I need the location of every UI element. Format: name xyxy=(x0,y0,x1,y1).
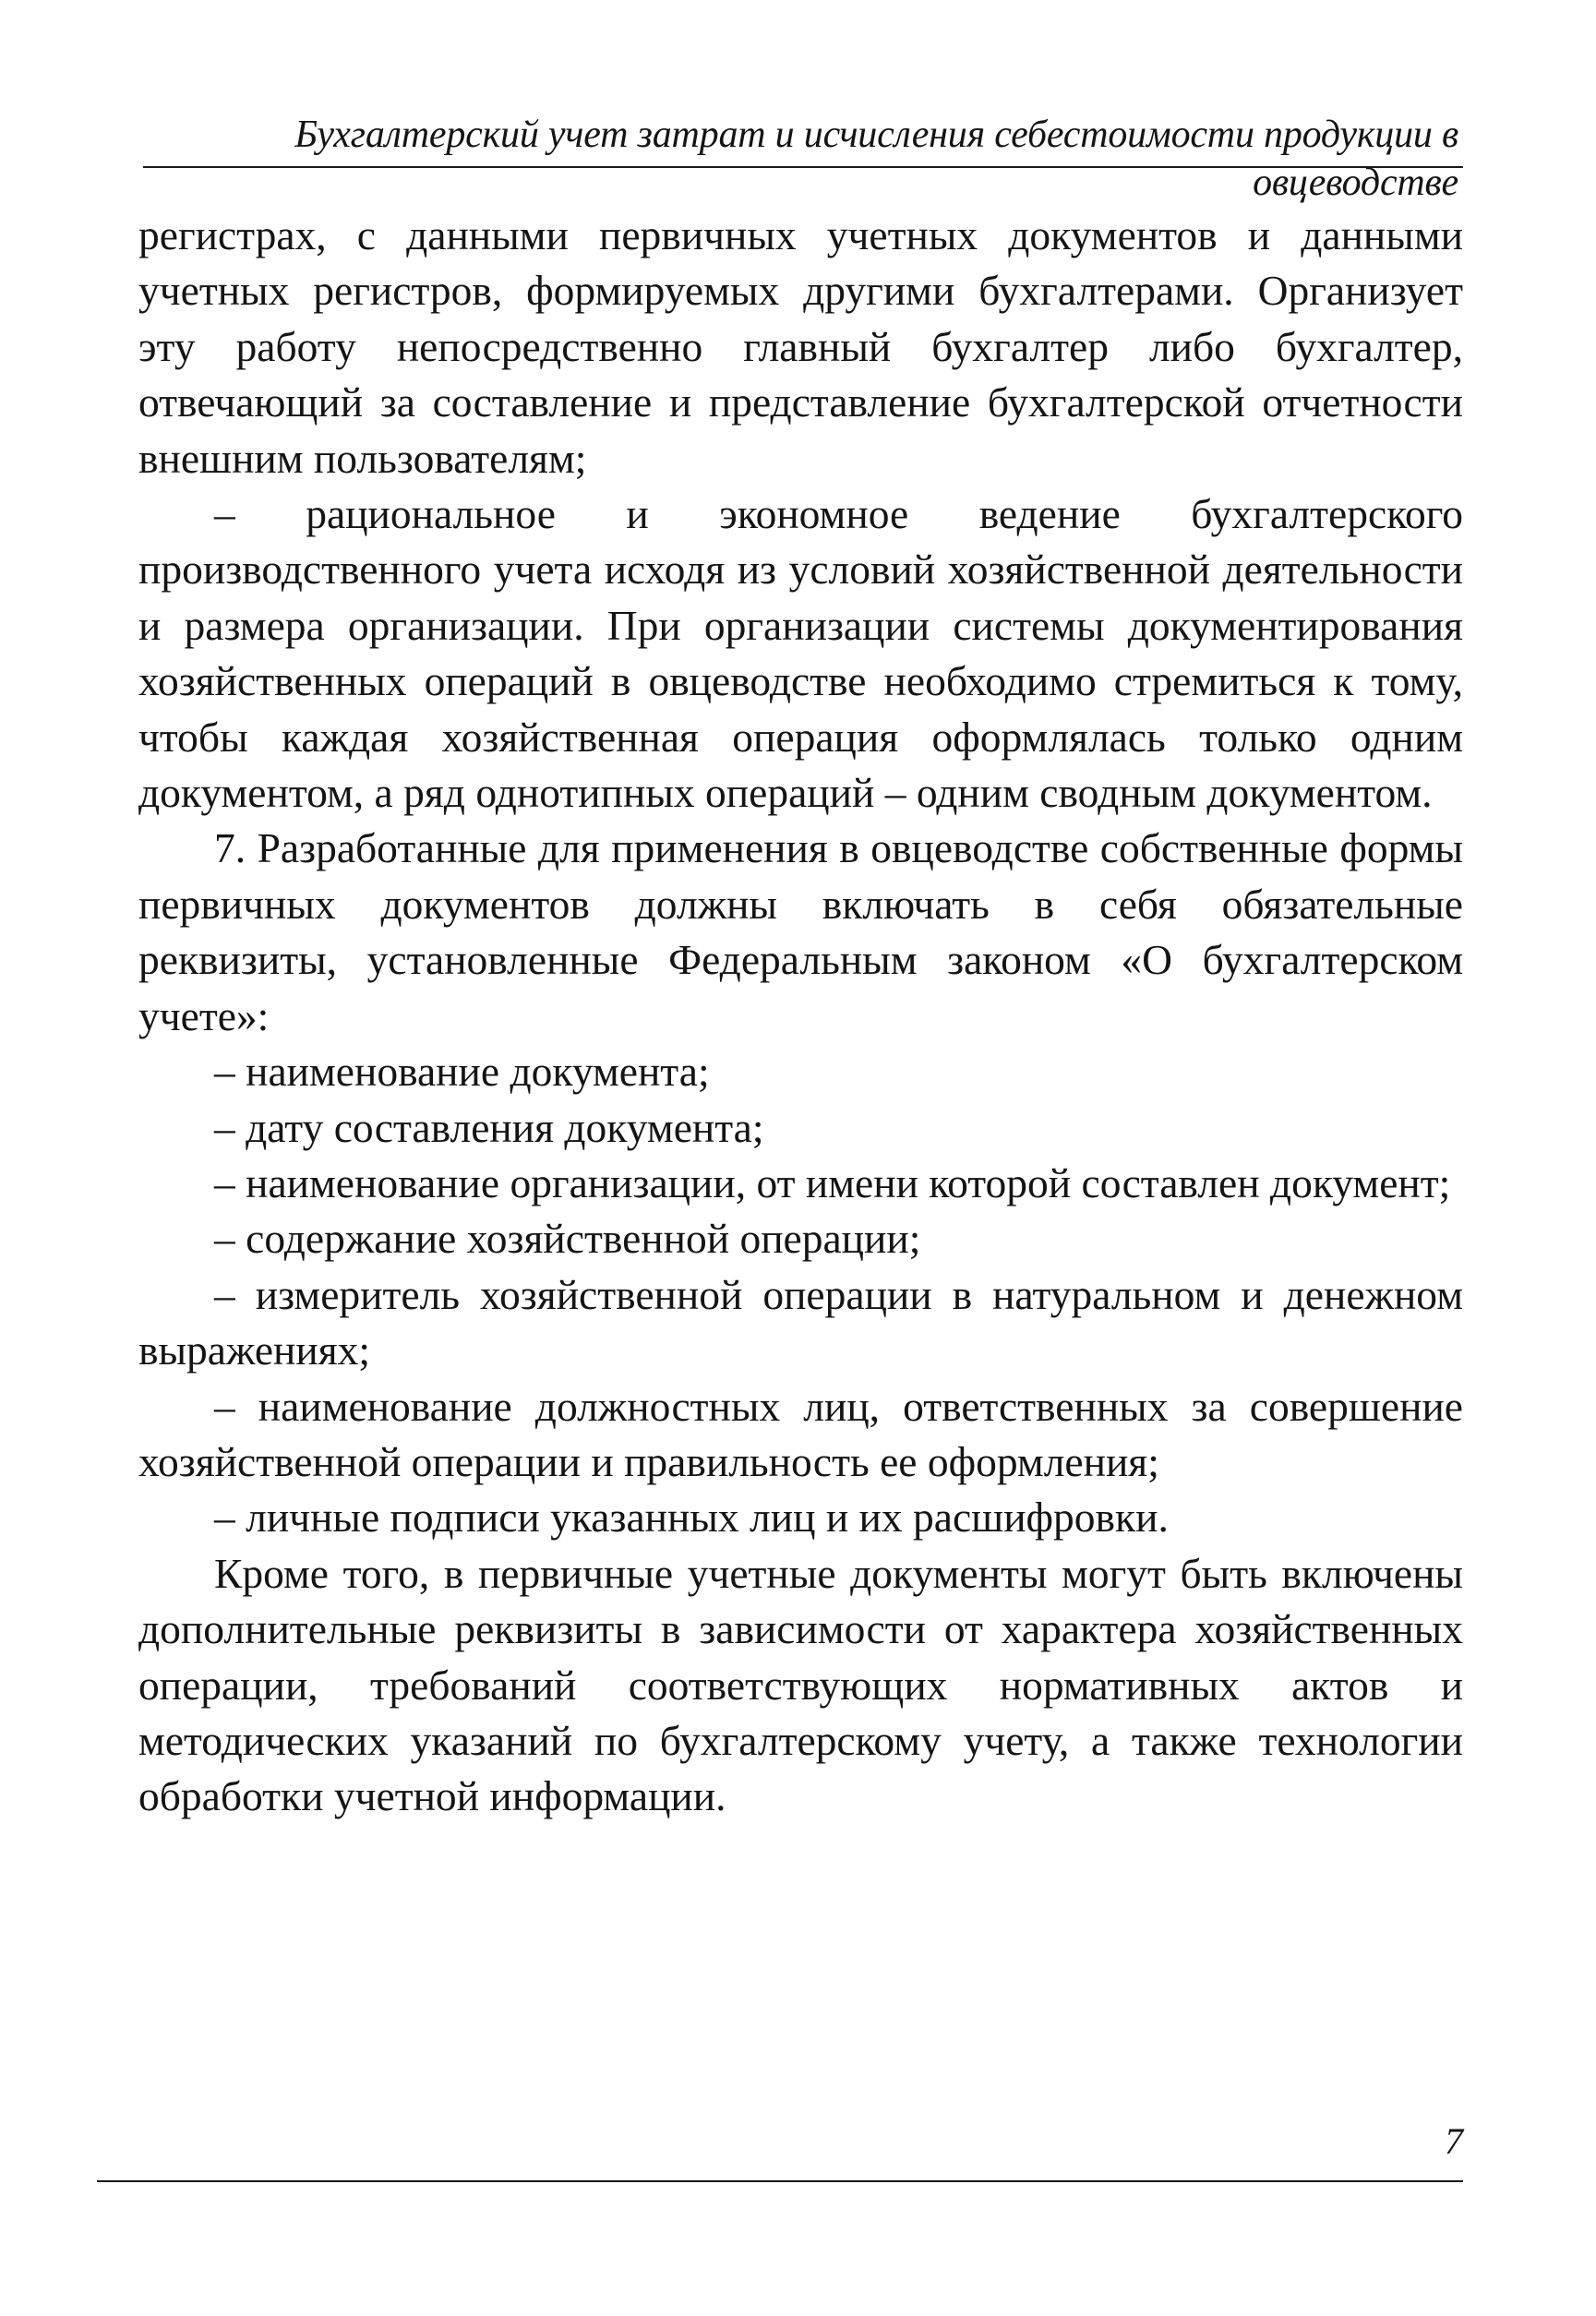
page-number: 7 xyxy=(1445,2120,1463,2162)
paragraph-list-item: – измеритель хозяйственной операции в натуральном и денежном выражениях; xyxy=(138,1270,1463,1374)
paragraph-continuation: регистрах, с данными первичных учетных документов и данными учетных регистров, формируемых другими бухгалтерами. Организует эту работу непосредственно главный бухгалтер либо бухгалтер, отвечающий за составление и представление бухгалтерской отчетности внешним пользователям; xyxy=(138,211,1463,482)
paragraph-numbered-item: 7. Разработанные для применения в овцеводстве собственные формы первичных документов должны включать в себя обязательные реквизиты, установленные Федеральным законом «О бухгалтерском учете»: xyxy=(138,824,1463,1039)
body-text xyxy=(138,208,1463,1825)
footer-rule xyxy=(97,2180,1463,2182)
paragraph-list-item: – наименование организации, от имени которой составлен документ; xyxy=(214,1158,1451,1206)
paragraph-list-item: – наименование документа; xyxy=(214,1048,710,1096)
paragraph-list-item: – наименование должностных лиц, ответственных за совершение хозяйственной операции и правильность ее оформления; xyxy=(138,1382,1463,1485)
running-header: Бухгалтерский учет затрат и исчисления себестоимости продукции в овцеводстве xyxy=(294,114,1458,204)
paragraph-list-item: – содержание хозяйственной операции; xyxy=(214,1215,921,1263)
paragraph-closing: Кроме того, в первичные учетные документы могут быть включены дополнительные реквизиты в зависимости от характера хозяйственных операции, требований соответствующих нормативных актов и методических указаний по бухгалтерскому учету, а также технологии обработки учетной информации. xyxy=(138,1549,1463,1820)
header-rule xyxy=(143,166,1463,168)
paragraph-list-item: – дату составления документа; xyxy=(214,1103,764,1151)
paragraph-list-item: – рациональное и экономное ведение бухгалтерского производственного учета исходя из условий хозяйственной деятельности и размера организации. При организации системы документирования хозяйственных операций в овцеводстве необходимо стремиться к тому, чтобы каждая хозяйственная операция оформлялась только одним документом, а ряд однотипных операций – одним сводным документом. xyxy=(138,490,1463,817)
paragraph-list-item: – личные подписи указанных лиц и их расшифровки. xyxy=(214,1494,1169,1542)
